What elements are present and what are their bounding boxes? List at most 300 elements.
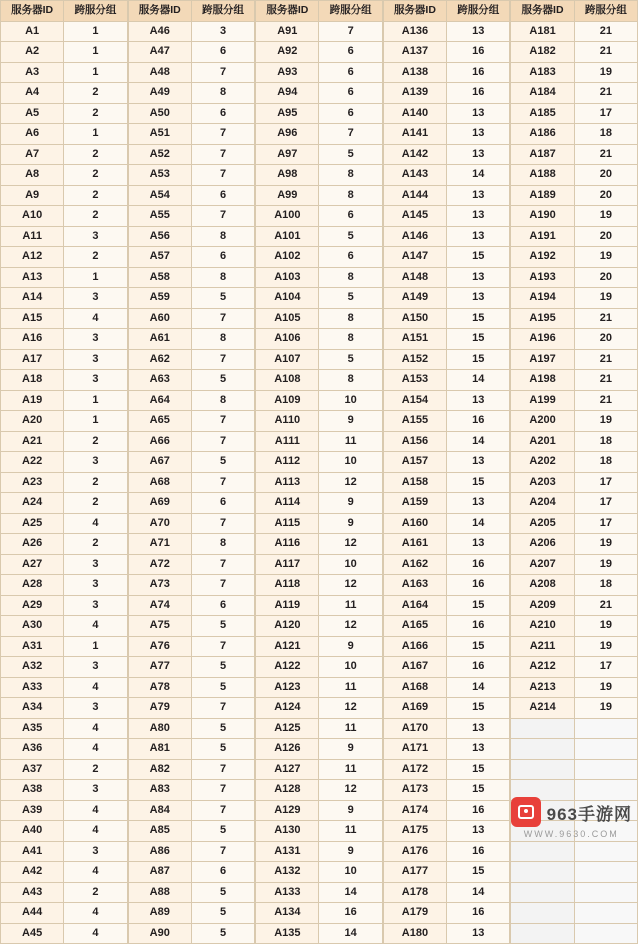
column-header-server-id: 服务器ID <box>511 1 574 22</box>
cell-server-id: A172 <box>383 759 446 780</box>
cell-server-id: A199 <box>511 390 574 411</box>
cell-server-id: A99 <box>256 185 319 206</box>
cell-cross-group: 7 <box>191 800 254 821</box>
table-row <box>256 821 383 842</box>
table-row <box>1 636 128 657</box>
table-row <box>256 759 383 780</box>
table-row <box>256 206 383 227</box>
table-row <box>383 800 510 821</box>
cell-server-id: A42 <box>1 862 64 883</box>
cell-cross-group: 3 <box>64 698 127 719</box>
cell-cross-group: 2 <box>64 144 127 165</box>
table-row <box>1 411 128 432</box>
cell-cross-group: 1 <box>64 42 127 63</box>
table-row <box>383 308 510 329</box>
table-row <box>383 862 510 883</box>
table-row <box>1 42 128 63</box>
cell-cross-group: 19 <box>574 411 637 432</box>
cell-server-id: A198 <box>511 370 574 391</box>
table-row <box>128 144 255 165</box>
table-row <box>128 780 255 801</box>
cell-cross-group: 20 <box>574 267 637 288</box>
table-row <box>511 800 638 821</box>
cell-server-id: A200 <box>511 411 574 432</box>
cell-server-id: A73 <box>128 575 191 596</box>
cell-cross-group: 7 <box>191 759 254 780</box>
cell-server-id: A162 <box>383 554 446 575</box>
table-row <box>383 534 510 555</box>
cell-cross-group: 13 <box>447 21 510 42</box>
cell-cross-group: 2 <box>64 472 127 493</box>
cell-cross-group: 6 <box>191 493 254 514</box>
table-row <box>511 370 638 391</box>
cell-cross-group: 16 <box>447 575 510 596</box>
cell-server-id: A57 <box>128 247 191 268</box>
table-row <box>511 493 638 514</box>
table-row <box>128 759 255 780</box>
cell-server-id: A140 <box>383 103 446 124</box>
cell-cross-group: 19 <box>574 247 637 268</box>
cell-cross-group: 9 <box>319 841 382 862</box>
cell-server-id: A160 <box>383 513 446 534</box>
cell-server-id: A202 <box>511 452 574 473</box>
cell-server-id: A35 <box>1 718 64 739</box>
cell-cross-group: 13 <box>447 103 510 124</box>
cell-server-id: A154 <box>383 390 446 411</box>
cell-cross-group: 14 <box>319 923 382 944</box>
cell-server-id: A25 <box>1 513 64 534</box>
cell-server-id: A187 <box>511 144 574 165</box>
table-row <box>511 452 638 473</box>
table-row <box>511 698 638 719</box>
cell-server-id: A19 <box>1 390 64 411</box>
cell-cross-group: 16 <box>447 657 510 678</box>
table-row <box>256 185 383 206</box>
cell-cross-group: 7 <box>191 780 254 801</box>
cell-server-id: A146 <box>383 226 446 247</box>
cell-cross-group: 21 <box>574 370 637 391</box>
cell-server-id: A30 <box>1 616 64 637</box>
cell-cross-group: 3 <box>64 780 127 801</box>
cell-server-id <box>511 718 574 739</box>
cell-cross-group: 4 <box>64 923 127 944</box>
table-row <box>256 83 383 104</box>
cell-cross-group: 4 <box>64 718 127 739</box>
table-row <box>1 821 128 842</box>
cell-server-id: A18 <box>1 370 64 391</box>
table-row <box>256 124 383 145</box>
cell-cross-group: 13 <box>447 821 510 842</box>
table-row <box>1 513 128 534</box>
cell-server-id: A40 <box>1 821 64 842</box>
cell-server-id <box>511 800 574 821</box>
cell-server-id: A43 <box>1 882 64 903</box>
cell-cross-group: 6 <box>319 103 382 124</box>
table-row <box>383 636 510 657</box>
cell-server-id: A27 <box>1 554 64 575</box>
cell-cross-group: 7 <box>191 841 254 862</box>
cell-cross-group: 18 <box>574 124 637 145</box>
cell-server-id: A170 <box>383 718 446 739</box>
cell-server-id: A212 <box>511 657 574 678</box>
table-row <box>128 411 255 432</box>
table-row <box>1 841 128 862</box>
table-row <box>383 841 510 862</box>
cell-cross-group: 1 <box>64 62 127 83</box>
cell-cross-group: 20 <box>574 165 637 186</box>
table-row <box>1 616 128 637</box>
table-row <box>256 329 383 350</box>
column-header-server-id: 服务器ID <box>1 1 64 22</box>
cell-server-id: A177 <box>383 862 446 883</box>
table-row <box>1 62 128 83</box>
cell-server-id: A106 <box>256 329 319 350</box>
column-header-cross-group: 跨服分组 <box>191 1 254 22</box>
cell-server-id: A114 <box>256 493 319 514</box>
cell-server-id: A209 <box>511 595 574 616</box>
cell-server-id: A208 <box>511 575 574 596</box>
table-row <box>1 431 128 452</box>
cell-server-id: A26 <box>1 534 64 555</box>
cell-server-id: A109 <box>256 390 319 411</box>
cell-cross-group: 9 <box>319 739 382 760</box>
cell-server-id: A14 <box>1 288 64 309</box>
cell-server-id: A134 <box>256 903 319 924</box>
cell-server-id: A185 <box>511 103 574 124</box>
watermark-title: 963手游网 <box>546 804 632 824</box>
cell-server-id: A159 <box>383 493 446 514</box>
cell-cross-group: 5 <box>319 144 382 165</box>
cell-cross-group: 5 <box>319 349 382 370</box>
table-row <box>383 124 510 145</box>
cell-cross-group: 9 <box>319 800 382 821</box>
cell-server-id: A168 <box>383 677 446 698</box>
cell-server-id: A181 <box>511 21 574 42</box>
table-row <box>256 862 383 883</box>
cell-cross-group: 9 <box>319 411 382 432</box>
cell-server-id: A65 <box>128 411 191 432</box>
table-row <box>128 882 255 903</box>
cell-server-id: A194 <box>511 288 574 309</box>
cell-cross-group: 13 <box>447 185 510 206</box>
cell-cross-group: 8 <box>191 329 254 350</box>
cell-cross-group: 17 <box>574 103 637 124</box>
cell-cross-group: 5 <box>319 288 382 309</box>
table-row <box>1 185 128 206</box>
cell-cross-group <box>574 903 637 924</box>
cell-server-id: A195 <box>511 308 574 329</box>
cell-server-id: A150 <box>383 308 446 329</box>
cell-cross-group: 12 <box>319 616 382 637</box>
cell-cross-group: 7 <box>319 21 382 42</box>
cell-cross-group: 1 <box>64 124 127 145</box>
table-row <box>511 636 638 657</box>
cell-server-id: A145 <box>383 206 446 227</box>
table-header-row <box>128 1 255 22</box>
table-row <box>511 247 638 268</box>
cell-server-id: A192 <box>511 247 574 268</box>
cell-server-id: A84 <box>128 800 191 821</box>
table-row <box>511 718 638 739</box>
table-row <box>256 575 383 596</box>
cell-cross-group: 13 <box>447 534 510 555</box>
table-row <box>1 247 128 268</box>
cell-cross-group: 4 <box>64 903 127 924</box>
cell-server-id: A102 <box>256 247 319 268</box>
cell-cross-group: 7 <box>191 698 254 719</box>
cell-server-id: A137 <box>383 42 446 63</box>
cell-cross-group: 20 <box>574 329 637 350</box>
cell-cross-group: 19 <box>574 554 637 575</box>
cell-cross-group: 17 <box>574 493 637 514</box>
cell-cross-group: 3 <box>64 370 127 391</box>
cell-cross-group: 15 <box>447 595 510 616</box>
table-row <box>128 698 255 719</box>
cell-cross-group: 10 <box>319 657 382 678</box>
table-row <box>128 431 255 452</box>
table-row <box>128 903 255 924</box>
cell-server-id: A5 <box>1 103 64 124</box>
table-row <box>511 575 638 596</box>
cell-cross-group: 7 <box>319 124 382 145</box>
cell-server-id: A112 <box>256 452 319 473</box>
table-row <box>128 452 255 473</box>
cell-server-id: A2 <box>1 42 64 63</box>
table-row <box>1 452 128 473</box>
cell-server-id: A21 <box>1 431 64 452</box>
column-header-cross-group: 跨服分组 <box>447 1 510 22</box>
table-row <box>1 390 128 411</box>
cell-cross-group: 5 <box>191 718 254 739</box>
cell-server-id: A133 <box>256 882 319 903</box>
cell-cross-group: 11 <box>319 759 382 780</box>
table-row <box>128 616 255 637</box>
table-row <box>511 534 638 555</box>
table-row <box>1 657 128 678</box>
cell-server-id: A67 <box>128 452 191 473</box>
cell-server-id: A92 <box>256 42 319 63</box>
cell-server-id: A87 <box>128 862 191 883</box>
cell-server-id: A94 <box>256 83 319 104</box>
table-row <box>511 882 638 903</box>
cell-cross-group: 16 <box>447 841 510 862</box>
cell-server-id: A201 <box>511 431 574 452</box>
table-row <box>383 431 510 452</box>
table-row <box>511 349 638 370</box>
table-row <box>511 472 638 493</box>
cell-server-id: A53 <box>128 165 191 186</box>
table-row <box>256 636 383 657</box>
cell-cross-group: 19 <box>574 677 637 698</box>
cell-server-id: A173 <box>383 780 446 801</box>
cell-server-id: A147 <box>383 247 446 268</box>
table-row <box>383 554 510 575</box>
cell-server-id: A120 <box>256 616 319 637</box>
cell-cross-group: 4 <box>64 800 127 821</box>
cell-cross-group: 7 <box>191 124 254 145</box>
table-row <box>511 780 638 801</box>
table-row <box>511 595 638 616</box>
cell-cross-group: 5 <box>191 821 254 842</box>
cell-cross-group: 20 <box>574 185 637 206</box>
table-row <box>511 329 638 350</box>
cell-server-id: A56 <box>128 226 191 247</box>
cell-server-id: A20 <box>1 411 64 432</box>
table-row <box>256 42 383 63</box>
table-row <box>511 739 638 760</box>
cell-server-id: A166 <box>383 636 446 657</box>
cell-cross-group: 6 <box>191 185 254 206</box>
cell-server-id: A175 <box>383 821 446 842</box>
table-row <box>256 718 383 739</box>
cell-server-id: A76 <box>128 636 191 657</box>
table-row <box>383 595 510 616</box>
cell-cross-group: 3 <box>64 349 127 370</box>
table-row <box>383 718 510 739</box>
table-row <box>128 390 255 411</box>
cell-server-id: A196 <box>511 329 574 350</box>
table-row <box>256 698 383 719</box>
cell-cross-group: 4 <box>64 862 127 883</box>
server-table-block-4 <box>383 0 511 944</box>
cell-cross-group: 21 <box>574 83 637 104</box>
table-row <box>1 554 128 575</box>
cell-cross-group: 4 <box>64 513 127 534</box>
cell-server-id: A105 <box>256 308 319 329</box>
cell-cross-group <box>574 821 637 842</box>
cell-cross-group: 8 <box>191 267 254 288</box>
cell-cross-group: 7 <box>191 206 254 227</box>
cell-server-id: A85 <box>128 821 191 842</box>
cell-cross-group: 5 <box>319 226 382 247</box>
table-row <box>1 903 128 924</box>
cell-server-id: A1 <box>1 21 64 42</box>
cell-server-id: A91 <box>256 21 319 42</box>
cell-server-id: A139 <box>383 83 446 104</box>
cell-server-id: A3 <box>1 62 64 83</box>
cell-server-id: A88 <box>128 882 191 903</box>
cell-server-id: A152 <box>383 349 446 370</box>
table-row <box>1 329 128 350</box>
cell-cross-group: 13 <box>447 206 510 227</box>
table-row <box>256 267 383 288</box>
table-row <box>1 739 128 760</box>
table-row <box>128 595 255 616</box>
cell-cross-group: 21 <box>574 308 637 329</box>
table-row <box>128 636 255 657</box>
cell-server-id: A96 <box>256 124 319 145</box>
cell-cross-group: 21 <box>574 390 637 411</box>
cell-server-id: A119 <box>256 595 319 616</box>
table-row <box>383 288 510 309</box>
column-header-server-id: 服务器ID <box>256 1 319 22</box>
cell-server-id: A32 <box>1 657 64 678</box>
table-row <box>511 759 638 780</box>
cell-server-id: A213 <box>511 677 574 698</box>
cell-server-id: A186 <box>511 124 574 145</box>
table-row <box>511 616 638 637</box>
cell-cross-group: 12 <box>319 780 382 801</box>
cell-server-id: A110 <box>256 411 319 432</box>
table-row <box>1 144 128 165</box>
cell-cross-group: 3 <box>64 595 127 616</box>
cell-cross-group: 1 <box>64 21 127 42</box>
cell-cross-group: 14 <box>447 677 510 698</box>
cell-server-id: A59 <box>128 288 191 309</box>
table-row <box>128 370 255 391</box>
table-row <box>511 185 638 206</box>
table-row <box>256 62 383 83</box>
table-row <box>1 493 128 514</box>
cell-server-id: A49 <box>128 83 191 104</box>
table-row <box>128 657 255 678</box>
table-row <box>1 882 128 903</box>
table-row <box>383 267 510 288</box>
cell-cross-group: 13 <box>447 452 510 473</box>
cell-cross-group: 10 <box>319 554 382 575</box>
cell-server-id <box>511 882 574 903</box>
cell-cross-group: 12 <box>319 698 382 719</box>
cell-server-id: A176 <box>383 841 446 862</box>
cell-server-id: A197 <box>511 349 574 370</box>
cell-server-id: A46 <box>128 21 191 42</box>
table-row <box>1 288 128 309</box>
cell-server-id: A51 <box>128 124 191 145</box>
table-row <box>383 677 510 698</box>
cell-cross-group: 16 <box>447 42 510 63</box>
cell-cross-group: 21 <box>574 595 637 616</box>
table-row <box>383 185 510 206</box>
cell-cross-group: 10 <box>319 452 382 473</box>
cell-server-id: A48 <box>128 62 191 83</box>
table-row <box>128 329 255 350</box>
column-header-cross-group: 跨服分组 <box>574 1 637 22</box>
table-row <box>1 206 128 227</box>
table-row <box>1 472 128 493</box>
cell-cross-group: 17 <box>574 657 637 678</box>
table-row <box>256 739 383 760</box>
cell-server-id: A9 <box>1 185 64 206</box>
cell-server-id <box>511 862 574 883</box>
table-row <box>1 677 128 698</box>
table-row <box>256 616 383 637</box>
cell-cross-group: 5 <box>191 370 254 391</box>
table-row <box>383 759 510 780</box>
cell-cross-group: 7 <box>191 165 254 186</box>
cell-server-id: A108 <box>256 370 319 391</box>
cell-cross-group: 6 <box>191 595 254 616</box>
table-row <box>128 923 255 944</box>
cell-server-id: A7 <box>1 144 64 165</box>
cell-server-id: A174 <box>383 800 446 821</box>
cell-server-id: A33 <box>1 677 64 698</box>
cell-cross-group: 14 <box>447 370 510 391</box>
cell-cross-group: 15 <box>447 862 510 883</box>
table-row <box>256 390 383 411</box>
cell-cross-group: 15 <box>447 780 510 801</box>
cell-server-id: A71 <box>128 534 191 555</box>
cell-cross-group: 21 <box>574 21 637 42</box>
table-row <box>1 83 128 104</box>
cell-cross-group: 2 <box>64 431 127 452</box>
table-row <box>511 390 638 411</box>
table-row <box>383 370 510 391</box>
cell-server-id: A23 <box>1 472 64 493</box>
cell-cross-group: 5 <box>191 616 254 637</box>
cell-server-id: A148 <box>383 267 446 288</box>
cell-server-id <box>511 821 574 842</box>
cell-server-id: A171 <box>383 739 446 760</box>
